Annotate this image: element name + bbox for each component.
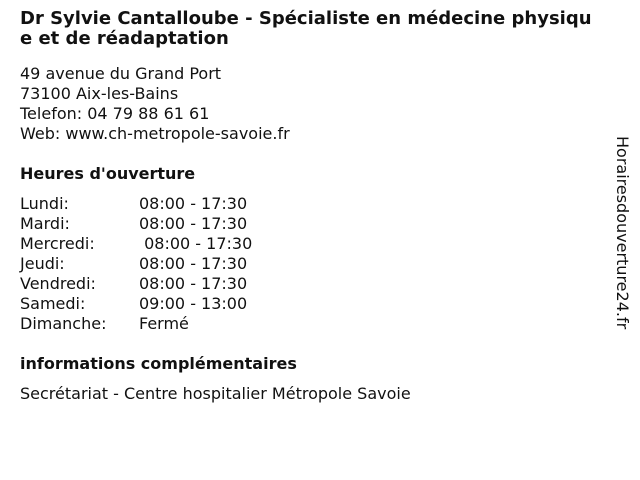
day-label: Lundi: [20,194,69,213]
day-label: Jeudi: [20,254,65,273]
watermark-text: Horairesdouverture24.fr [613,136,632,330]
phone-number: Telefon: 04 79 88 61 61 [20,104,210,123]
hours-row-monday [20,194,280,214]
time-value: 08:00 - 17:30 [139,194,248,213]
hours-heading: Heures d'ouverture [20,164,196,183]
watermark-brand [612,136,632,376]
time-value: Fermé [139,314,189,333]
day-label: Mercredi: [20,234,95,253]
hours-row-thursday [20,254,280,274]
address-block [20,64,290,144]
postal-city: 73100 Aix-les-Bains [20,84,179,103]
time-value: 09:00 - 13:00 [139,294,248,313]
website: Web: www.ch-metropole-savoie.fr [20,124,290,143]
day-label: Mardi: [20,214,70,233]
time-value: 08:00 - 17:30 [139,214,248,233]
day-label: Vendredi: [20,274,96,293]
hours-row-tuesday [20,214,280,234]
time-value: 08:00 - 17:30 [139,254,248,273]
hours-row-sunday [20,314,280,334]
time-value: 08:00 - 17:30 [139,234,253,253]
hours-row-wednesday [20,234,280,254]
day-label: Samedi: [20,294,86,313]
hours-row-saturday [20,294,280,314]
opening-hours-table [20,194,280,334]
business-title: Dr Sylvie Cantalloube - Spécialiste en médecine physique et de réadaptation [20,8,592,49]
day-label: Dimanche: [20,314,107,333]
info-text: Secrétariat - Centre hospitalier Métropole Savoie [20,384,411,403]
hours-row-friday [20,274,280,294]
street-address: 49 avenue du Grand Port [20,64,222,83]
time-value: 08:00 - 17:30 [139,274,248,293]
info-heading: informations complémentaires [20,354,297,373]
